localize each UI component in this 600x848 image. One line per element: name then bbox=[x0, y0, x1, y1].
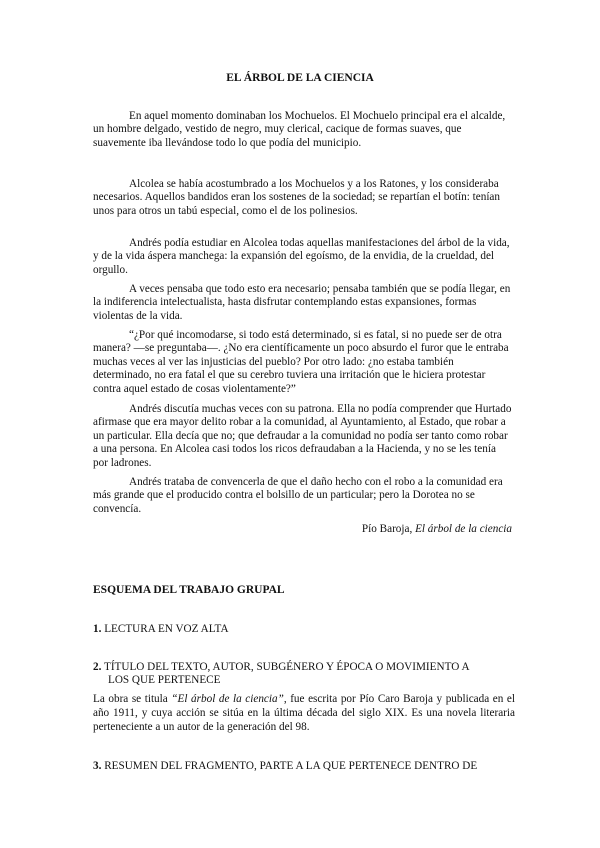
attribution-work: El árbol de la ciencia bbox=[415, 523, 512, 535]
item-text: LECTURA EN VOZ ALTA bbox=[101, 623, 229, 635]
paragraph-7: Andrés trataba de convencerla de que el daño hecho con el robo a la comunidad era más grande que el producido contra el bolsillo de un particular; pero la Dorotea no se convencía. bbox=[93, 476, 503, 515]
scheme-item-1 bbox=[93, 623, 513, 636]
item-2-body-title: “El árbol de la ciencia” bbox=[171, 693, 284, 705]
scheme-item-3 bbox=[93, 760, 513, 773]
scheme-item-2 bbox=[93, 661, 513, 688]
item-text: RESUMEN DEL FRAGMENTO, PARTE A LA QUE PERTENECE DENTRO DE bbox=[101, 760, 478, 772]
paragraph-1: En aquel momento dominaban los Mochuelos. El Mochuelo principal era el alcalde, un hombre delgado, vestido de negro, muy clerical, cacique de formas suaves, que suavemente iba llevándose todo lo que podía del municipio. bbox=[93, 110, 506, 149]
paragraph-5: “¿Por qué incomodarse, si todo está determinado, si es fatal, si no puede ser de otra manera? —se preguntaba—. ¿No era científicamente un poco absurdo el furor que le entraba muchas veces al ver las injusticias del pueblo? Por otro lado: ¿no estaba también determinado, no era fatal el que su cerebro tuviera una irritación que le hiciera protestar contra aquel estado de cosas violentamente?” bbox=[93, 329, 509, 395]
item-number: 1. bbox=[93, 623, 102, 635]
item-text: TÍTULO DEL TEXTO, AUTOR, SUBGÉNERO Y ÉPOCA O MOVIMIENTO A bbox=[101, 661, 470, 673]
item-2-body bbox=[93, 692, 515, 734]
item-2-body-post: , fue escrita por Pío Caro Baroja y publicada en el año 1911, y cuya acción se sitúa en la última década del siglo XIX. Es una novela literaria perteneciente a un autor de la generación del 98. bbox=[93, 693, 515, 733]
scheme-heading: ESQUEMA DEL TRABAJO GRUPAL bbox=[93, 584, 285, 596]
attribution bbox=[362, 523, 512, 535]
document-title: EL ÁRBOL DE LA CIENCIA bbox=[226, 72, 374, 84]
paragraph-4: A veces pensaba que todo esto era necesario; pensaba también que se podía llegar, en la indiferencia intelectualista, hasta disfrutar contemplando estas expansiones, formas violentas de la vida. bbox=[93, 283, 511, 322]
paragraph-6: Andrés discutía muchas veces con su patrona. Ella no podía comprender que Hurtado afirmase que era mayor delito robar a la comunidad, al Ayuntamiento, al Estado, que robar a un particular. Ella decía que no; que defraudar a la comunidad no podía ser tanto como robar a una persona. En Alcolea casi todos los ricos defraudaban a la Hacienda, y no se les tenía por ladrones. bbox=[93, 403, 512, 469]
item-number: 3. bbox=[93, 760, 102, 772]
paragraph-3: Andrés podía estudiar en Alcolea todas aquellas manifestaciones del árbol de la vida, y de la vida áspera manchega: la expansión del egoísmo, de la envidia, de la crueldad, del orgullo. bbox=[93, 237, 510, 276]
attribution-author: Pío Baroja, bbox=[361, 523, 416, 535]
paragraph-2: Alcolea se había acostumbrado a los Mochuelos y a los Ratones, y los consideraba necesarios. Aquellos bandidos eran los sostenes de la sociedad; se repartían el botín: tenían unos para otros un tabú especial, como el de los polinesios. bbox=[93, 178, 500, 217]
item-text-continued: LOS QUE PERTENECE bbox=[108, 674, 221, 687]
item-number: 2. bbox=[93, 661, 102, 673]
item-2-body-pre: La obra se titula bbox=[93, 693, 172, 705]
